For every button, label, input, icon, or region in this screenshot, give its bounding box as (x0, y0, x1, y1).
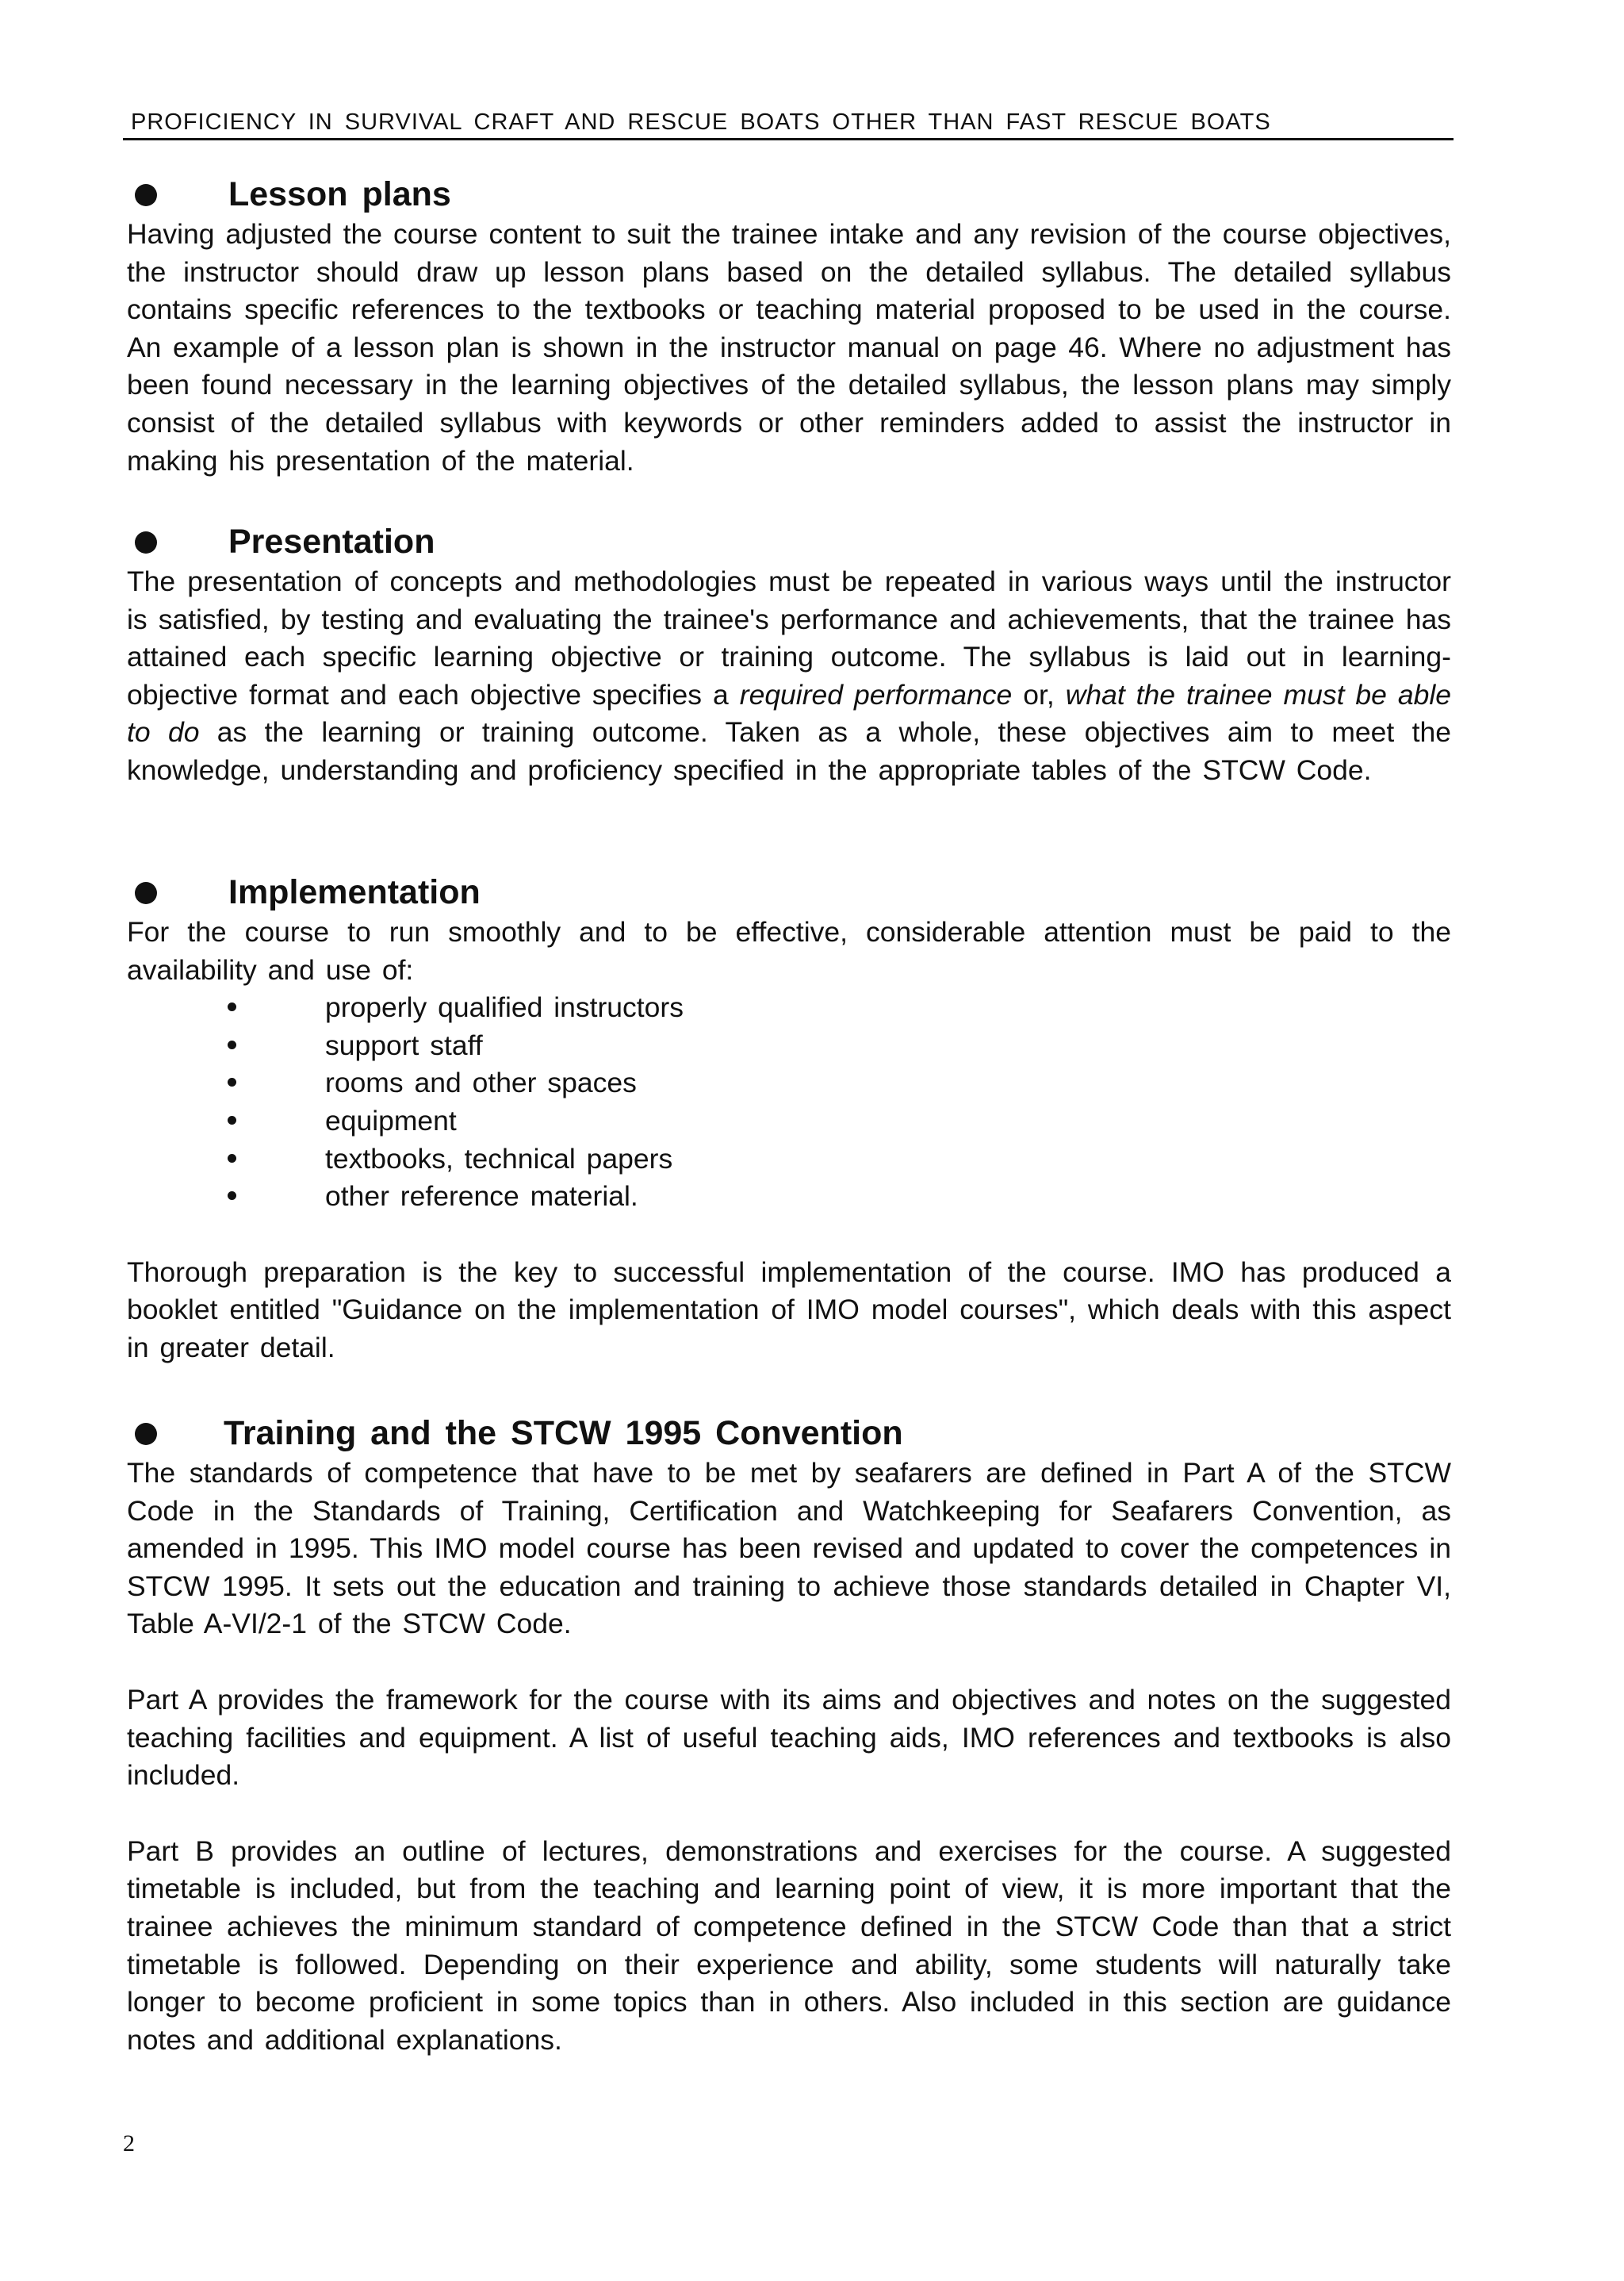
italic-run: what the trainee must be able to do (127, 678, 1452, 749)
list-item: support staff (127, 1027, 1451, 1065)
bullet-icon (135, 531, 157, 554)
section-heading (127, 520, 1451, 563)
heading-training: Training and the STCW 1995 Convention (224, 1414, 903, 1452)
section-implementation (127, 871, 1451, 1367)
text-run: as the learning or training outcome. Taken as a whole, these objectives aim to meet the knowledge, understanding and proficiency specified in the appropriate tables of the STCW Code. (127, 716, 1451, 786)
list-item: rooms and other spaces (127, 1064, 1451, 1102)
list-item: textbooks, technical papers (127, 1140, 1451, 1179)
text-run: The presentation of concepts and methodologies must be repeated in various ways until the instructor is satisfied, by testing and evaluating the trainee's performance and achievements, that the trainee has attained each specific learning objective or training outcome. The syllabus is laid out in learning-objective format and each objective specifies a (127, 565, 1451, 711)
heading-presentation: Presentation (228, 523, 435, 561)
running-header: PROFICIENCY IN SURVIVAL CRAFT AND RESCUE BOATS OTHER THAN FAST RESCUE BOATS (123, 108, 1454, 140)
paragraph-training-3: Part B provides an outline of lectures, demonstrations and exercises for the course. A suggested timetable is included, but from the teaching and learning point of view, it is more important that the trainee achieves the minimum standard of competence defined in the STCW Code than that a strict timetable is followed. Depending on their experience and ability, some students will naturally take longer to become proficient in some topics than in others. Also included in this section are guidance notes and additional explanations. (127, 1834, 1451, 2056)
section-heading (127, 1412, 1451, 1455)
paragraph-lesson-plans: Having adjusted the course content to suit the trainee intake and any revision of the course objectives, the instructor should draw up lesson plans based on the detailed syllabus. The detailed syllabus contains specific references to the textbooks or teaching material proposed to be used in the course. An example of a lesson plan is shown in the instructor manual on page 46. Where no adjustment has been found necessary in the learning objectives of the detailed syllabus, the lesson plans may simply consist of the detailed syllabus with keywords or other reminders added to assist the instructor in making his presentation of the material. (127, 218, 1451, 477)
italic-run: required performance (739, 678, 1013, 711)
list-item: properly qualified instructors (127, 989, 1451, 1027)
heading-lesson-plans: Lesson plans (228, 175, 451, 213)
bullet-icon (135, 882, 157, 904)
section-training (127, 1412, 1451, 2059)
section-heading (127, 173, 1451, 216)
resource-list (127, 989, 1451, 1216)
section-presentation (127, 520, 1451, 790)
section-heading (127, 871, 1451, 914)
paragraph-training-2: Part A provides the framework for the course with its aims and objectives and notes on the suggested teaching facilities and equipment. A list of useful teaching aids, IMO references and textbooks is also included. (127, 1683, 1451, 1792)
paragraph-implementation-intro: For the course to run smoothly and to be effective, considerable attention must be paid to the availability and use of: (127, 916, 1451, 986)
list-item: equipment (127, 1102, 1451, 1140)
list-item: other reference material. (127, 1178, 1451, 1216)
bullet-icon (135, 1423, 157, 1445)
paragraph-training-1: The standards of competence that have to be met by seafarers are defined in Part A of the STCW Code in the Standards of Training, Certification and Watchkeeping for Seafarers Convention, as amended in 1995. This IMO model course has been revised and updated to cover the competences in STCW 1995. It sets out the education and training to achieve those standards detailed in Chapter VI, Table A-VI/2-1 of the STCW Code. (127, 1457, 1451, 1640)
heading-implementation: Implementation (228, 873, 481, 911)
text-run: or, (1012, 678, 1066, 711)
paragraph-presentation (127, 563, 1451, 790)
paragraph-implementation-closing: Thorough preparation is the key to successful implementation of the course. IMO has produced a booklet entitled "Guidance on the implementation of IMO model courses", which deals with this aspect in greater detail. (127, 1256, 1451, 1363)
page-number: 2 (123, 2130, 135, 2156)
bullet-icon (135, 184, 157, 206)
section-lesson-plans (127, 173, 1451, 480)
